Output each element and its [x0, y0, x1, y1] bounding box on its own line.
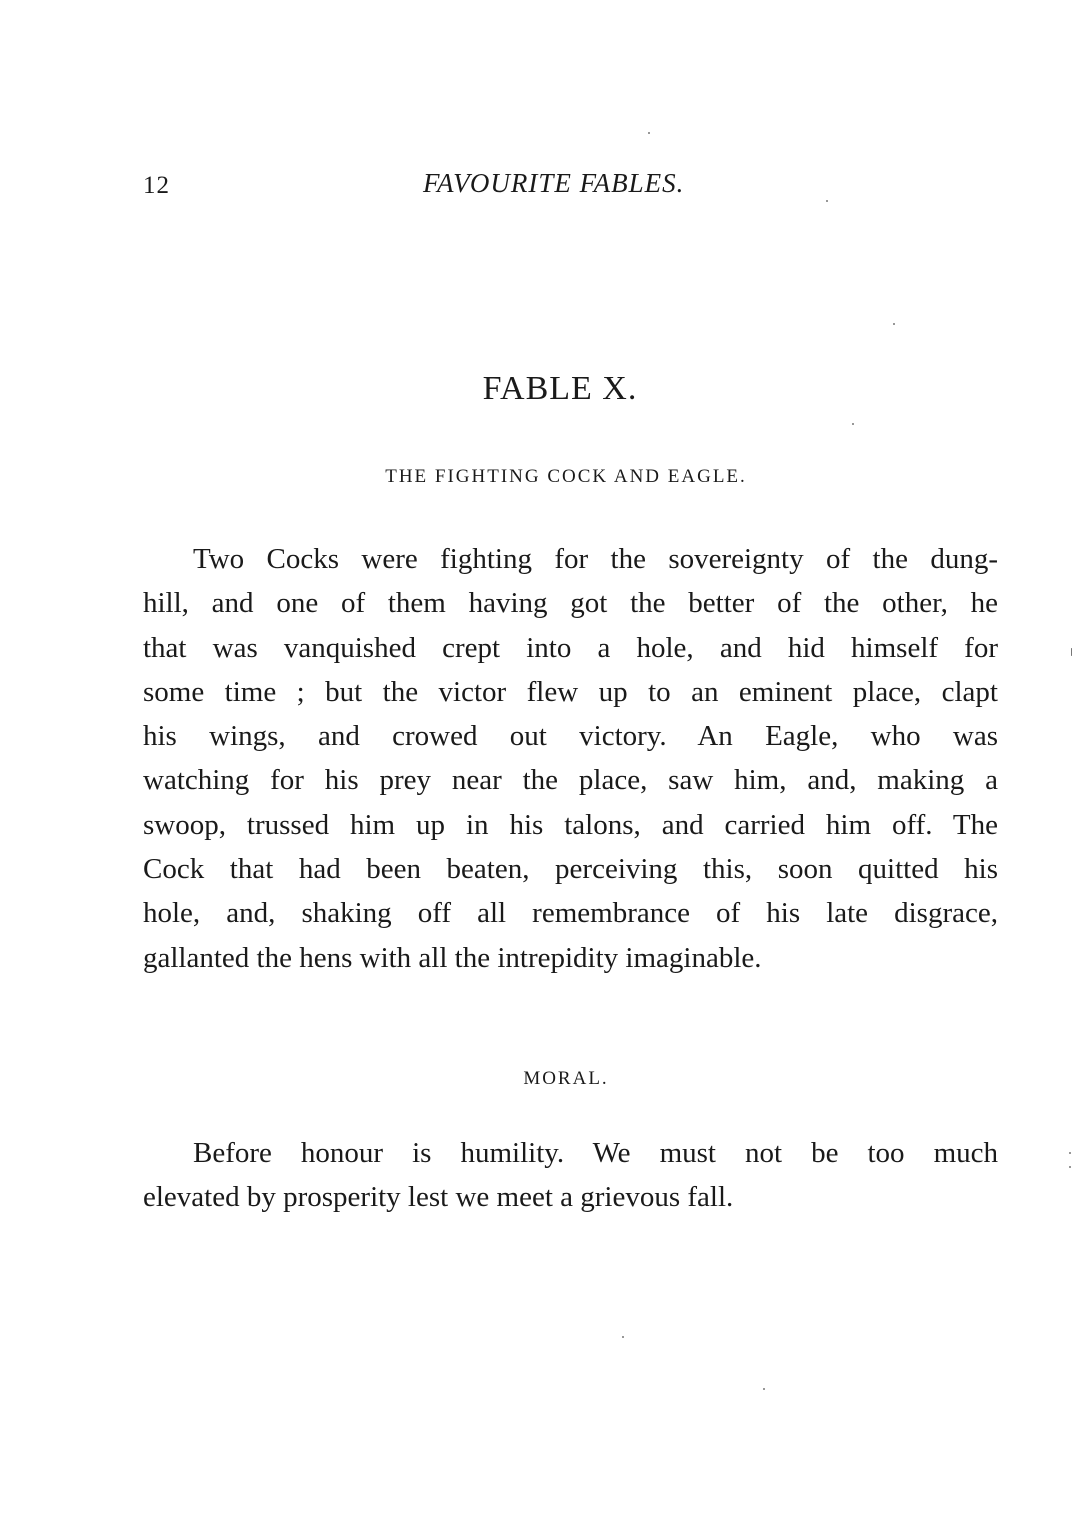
- fable-line: some time ; but the victor flew up to an eminent place, clapt: [143, 675, 998, 708]
- scan-speck: [852, 423, 854, 425]
- fable-line: hole, and, shaking off all remembrance of his late disgrace,: [143, 897, 998, 930]
- fable-subtitle: THE FIGHTING COCK AND EAGLE.: [385, 466, 747, 487]
- scan-speck: [1069, 1152, 1071, 1154]
- fable-body: [143, 537, 998, 980]
- fable-line: Two Cocks were fighting for the sovereignty of the dung-: [193, 543, 998, 575]
- fable-line: hill, and one of them having got the better of the other, he: [143, 587, 998, 620]
- scan-speck: [763, 1388, 765, 1390]
- running-head: [0, 168, 1076, 204]
- moral-heading: MORAL.: [523, 1068, 609, 1089]
- moral-line: Before honour is humility. We must not be too much: [193, 1137, 998, 1169]
- fable-line: that was vanquished crept into a hole, and hid himself for: [143, 631, 998, 664]
- fable-line: Cock that had been beaten, perceiving this, soon quitted his: [143, 853, 998, 886]
- fable-title: FABLE X.: [482, 370, 638, 407]
- running-title: FAVOURITE FABLES.: [423, 168, 685, 198]
- scan-speck: [893, 323, 895, 325]
- scan-speck: [1071, 648, 1072, 656]
- scan-speck: [648, 132, 650, 134]
- moral-line: elevated by prosperity lest we meet a grievous fall.: [143, 1181, 734, 1214]
- scan-speck: [826, 200, 828, 202]
- moral-body: [143, 1131, 998, 1220]
- scan-speck: [1069, 1166, 1071, 1168]
- fable-line: swoop, trussed him up in his talons, and carried him off. The: [143, 808, 998, 841]
- page-number: 12: [143, 172, 170, 199]
- scan-speck: [622, 1336, 624, 1338]
- fable-line: his wings, and crowed out victory. An Eagle, who was: [143, 720, 998, 753]
- fable-line: watching for his prey near the place, saw him, and, making a: [143, 764, 998, 797]
- fable-line: gallanted the hens with all the intrepidity imaginable.: [143, 941, 762, 974]
